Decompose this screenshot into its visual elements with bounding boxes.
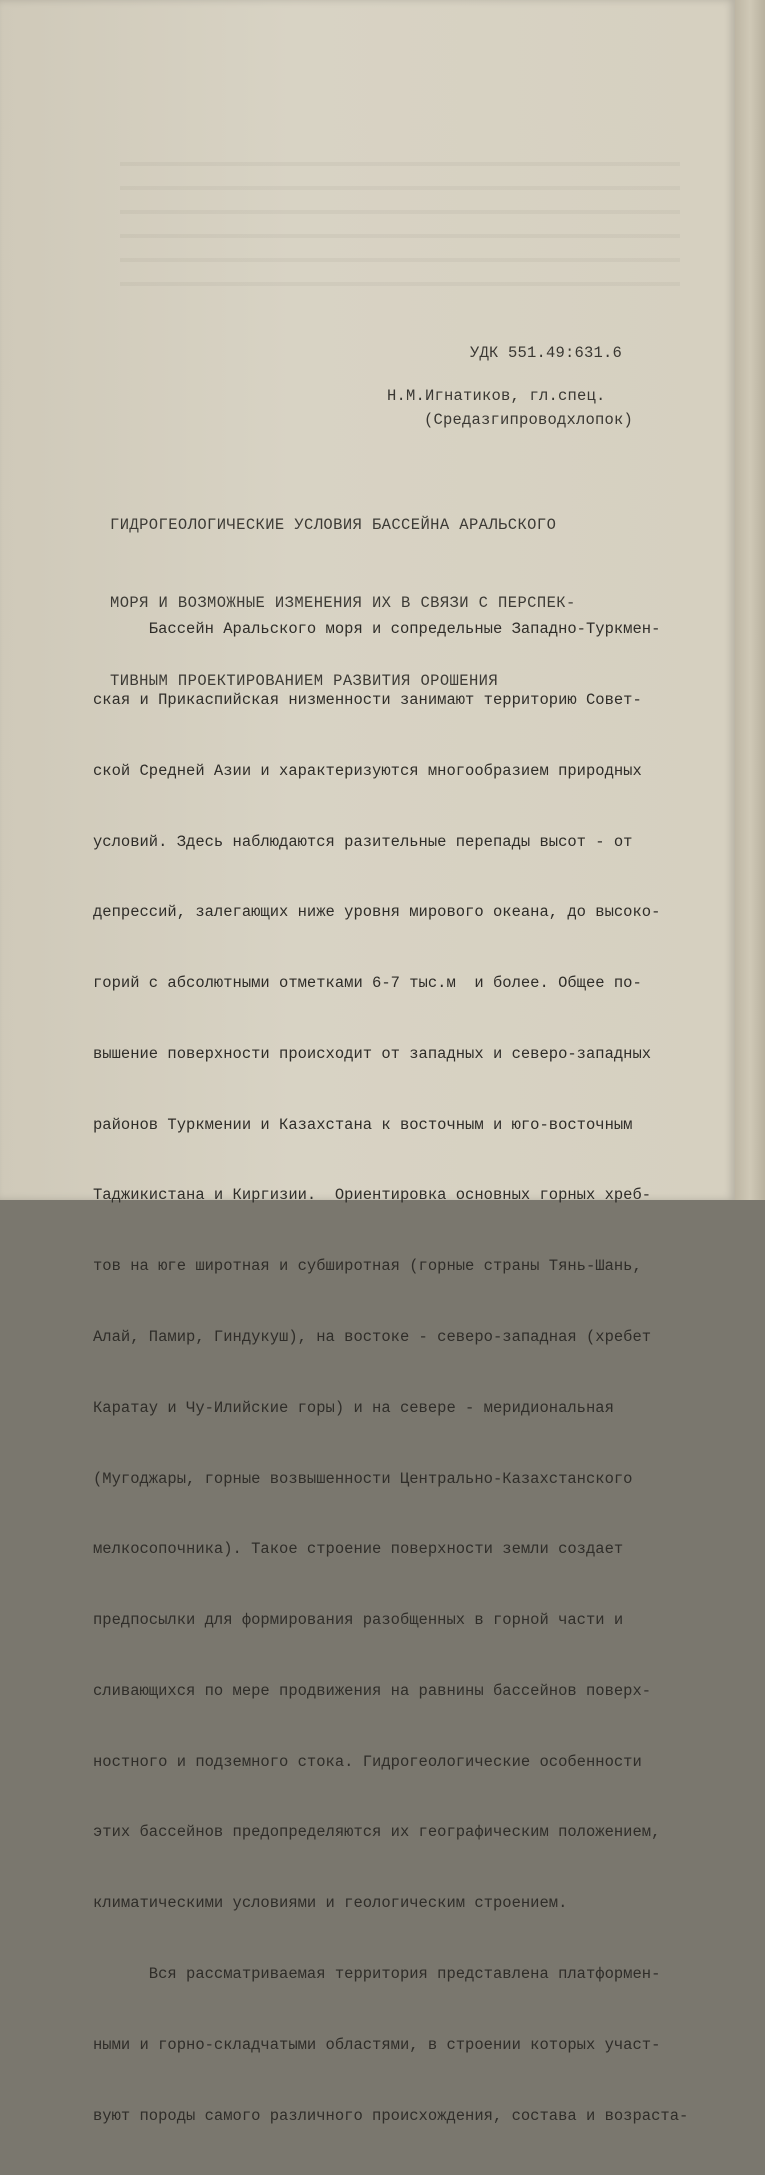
body-line: тов на юге широтная и субширотная (горные страны Тянь-Шань, [93, 1257, 642, 1276]
body-line: горий с абсолютными отметками 6-7 тыс.м и более. Общее по- [93, 974, 642, 993]
body-line: Алай, Памир, Гиндукуш), на востоке - северо-западная (хребет [93, 1328, 652, 1346]
body-line: Каратау и Чу-Илийские горы) и на севере - меридиональная [93, 1398, 614, 1417]
author-organization: (Средазгипроводхлопок) [424, 411, 634, 429]
body-text [93, 571, 703, 2175]
bleed-through-text [120, 150, 680, 290]
body-line: (Мугоджары, горные возвышенности Центрально-Казахстанского [93, 1469, 633, 1488]
body-line: предпосылки для формирования разобщенных в горной части и [93, 1611, 624, 1630]
body-line: ской Средней Азии и характеризуются многообразием природных [93, 761, 642, 780]
author-name: Н.М.Игнатиков, гл.спец. [387, 387, 606, 405]
body-line: депрессий, залегающих ниже уровня мирового океана, до высоко- [93, 903, 661, 922]
adjacent-page-edge [735, 0, 765, 1200]
body-line: вуют породы самого различного происхождения, состава и возраста- [93, 2106, 689, 2125]
body-line: климатическими условиями и геологическим строением. [93, 1894, 568, 1913]
body-line: мелкосопочника). Такое строение поверхности земли создает [93, 1540, 624, 1559]
title-line: МОРЯ И ВОЗМОЖНЫЕ ИЗМЕНЕНИЯ ИХ В СВЯЗИ С ПЕРСПЕК- [110, 594, 576, 612]
body-line: этих бассейнов предопределяются их географическим положением, [93, 1823, 661, 1842]
udk-code: УДК 551.49:631.6 [470, 344, 623, 362]
body-line: Бассейн Аральского моря и сопредельные Западно-Туркмен- [93, 620, 661, 639]
body-line: ностного и подземного стока. Гидрогеологические особенности [93, 1752, 642, 1771]
body-line: ская и Прикаспийская низменности занимают территорию Совет- [93, 690, 642, 709]
body-line: условий. Здесь наблюдаются разительные перепады высот - от [93, 832, 633, 851]
body-line: ными и горно-складчатыми областями, в строении которых участ- [93, 2035, 661, 2054]
body-line: районов Туркмении и Казахстана к восточным и юго-восточным [93, 1115, 633, 1134]
body-line: Таджикистана и Киргизии. Ориентировка основных горных хреб- [93, 1186, 652, 1205]
title-line: ТИВНЫМ ПРОЕКТИРОВАНИЕМ РАЗВИТИЯ ОРОШЕНИЯ [110, 672, 499, 690]
body-line: Вся рассматриваемая территория представлена платформен- [93, 1965, 661, 1984]
body-line: сливающихся по мере продвижения на равнины бассейнов поверх- [93, 1681, 652, 1700]
body-line: вышение поверхности происходит от западных и северо-западных [93, 1044, 652, 1063]
title-line: ГИДРОГЕОЛОГИЧЕСКИЕ УСЛОВИЯ БАССЕЙНА АРАЛЬСКОГО [110, 516, 557, 534]
